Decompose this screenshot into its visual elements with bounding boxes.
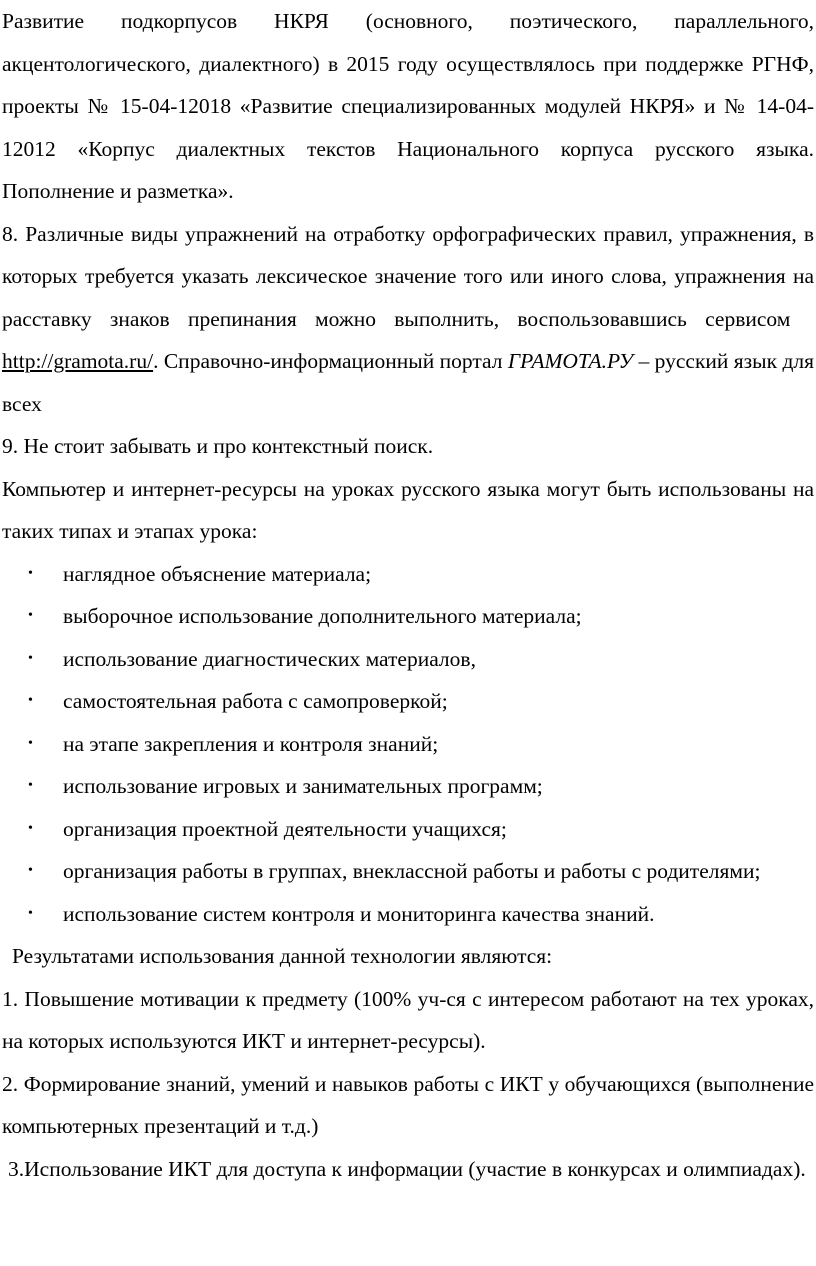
- list-item-text: организация проектной деятельности учащихся;: [63, 816, 507, 841]
- bullet-icon: •: [28, 863, 33, 878]
- results-heading: Результатами использования данной технологии являются:: [12, 944, 553, 968]
- bullet-list: [2, 553, 814, 936]
- bullet-icon: •: [28, 820, 33, 836]
- bullet-icon: •: [28, 778, 33, 793]
- list-item-text: использование систем контроля и мониторинга качества знаний.: [63, 901, 655, 926]
- bullet-icon: •: [28, 565, 33, 581]
- bullet-icon: •: [28, 735, 33, 751]
- list-item-text: выборочное использование дополнительного материала;: [63, 604, 582, 628]
- list-item: [2, 638, 814, 681]
- bullet-icon: •: [28, 650, 33, 666]
- item-8-after-link: . Справочно-информационный портал: [153, 349, 503, 373]
- item-8-tail: – русский язык для всех: [2, 349, 815, 416]
- list-item-text: наглядное объяснение материала;: [63, 561, 372, 586]
- list-item-text: использование игровых и занимательных программ;: [63, 774, 543, 798]
- item-8-text: 8. Различные виды упражнений на отработку орфографических правил, упражнения, в которых требуется указать лексическое значение того или иного слова, упражнения на расставку знаков препинания можно выполнить, воспользовавшись сервисом: [2, 221, 814, 331]
- bullet-icon: •: [28, 905, 33, 921]
- list-item-text: организация работы в группах, внеклассной работы и работы с родителями;: [63, 859, 761, 883]
- gramota-link[interactable]: http://gramota.ru/: [2, 349, 154, 373]
- list-item-text: самостоятельная работа с самопроверкой;: [63, 689, 448, 713]
- portal-name: ГРАМОТА.РУ: [507, 349, 634, 373]
- item-9-paragraph: 9. Не стоит забывать и про контекстный поиск.: [2, 434, 434, 458]
- list-item: [2, 553, 814, 596]
- bullet-icon: •: [28, 693, 33, 708]
- list-item: [2, 680, 814, 723]
- intro-paragraph: Компьютер и интернет-ресурсы на уроках русского языка могут быть использованы на таких типах и этапах урока:: [2, 476, 814, 543]
- result-item-1: 1. Повышение мотивации к предмету (100% уч-ся с интересом работают на тех уроках, на которых используются ИКТ и интернет-ресурсы).: [2, 986, 814, 1053]
- list-item: [2, 808, 814, 851]
- item-8-paragraph: [2, 213, 814, 426]
- list-item: [2, 850, 814, 893]
- bullet-icon: •: [28, 608, 33, 623]
- list-item: [2, 893, 814, 936]
- support-paragraph: Развитие подкорпусов НКРЯ (основного, поэтического, параллельного, акцентологического, диалектного) в 2015 году осуществлялось при поддержке РГНФ, проекты № 15-04-12018 «Развитие специализированных модулей НКРЯ» и № 14-04-12012 «Корпус диалектных текстов Национального корпуса русского языка. Пополнение и разметка».: [2, 9, 814, 203]
- list-item: [2, 765, 814, 808]
- list-item: [2, 595, 814, 638]
- result-item-3: 3.Использование ИКТ для доступа к информации (участие в конкурсах и олимпиадах).: [8, 1156, 806, 1181]
- result-item-2: 2. Формирование знаний, умений и навыков работы с ИКТ у обучающихся (выполнение компьютерных презентаций и т.д.): [2, 1071, 814, 1138]
- list-item-text: использование диагностических материалов,: [63, 646, 476, 671]
- list-item: [2, 723, 814, 766]
- list-item-text: на этапе закрепления и контроля знаний;: [63, 731, 439, 756]
